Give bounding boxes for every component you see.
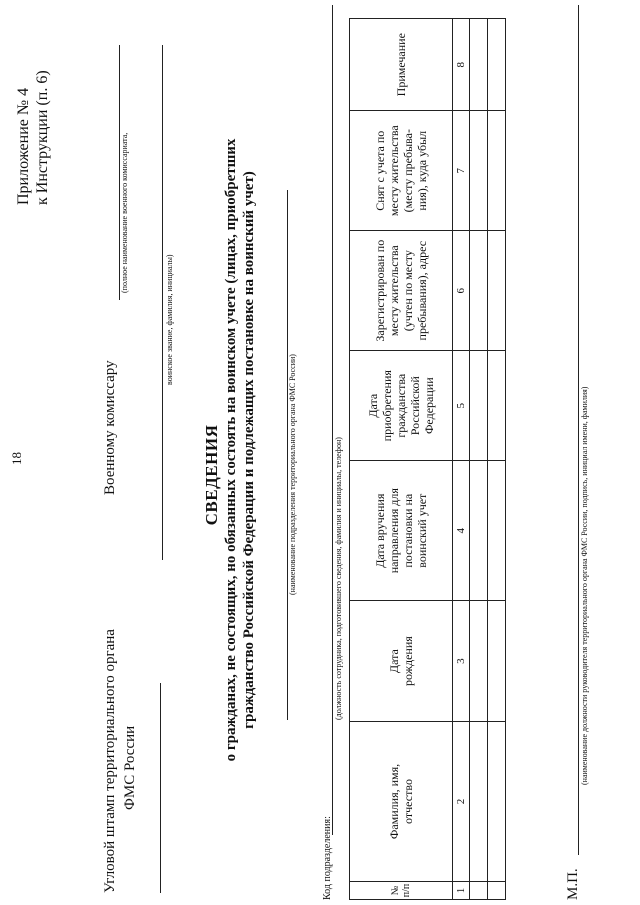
column-number: 2 xyxy=(453,722,470,882)
stamp-label-line-1: Угловой штамп территориального органа xyxy=(102,629,118,893)
header-cell: Дата приобретения гражданства Российской Федерации xyxy=(350,351,453,461)
column-number: 3 xyxy=(453,601,470,722)
column-number: 5 xyxy=(453,351,470,461)
table-cell xyxy=(470,461,488,601)
header-cell: Снят с учета по месту жительства (месту пребыва-ния), куда убыл xyxy=(350,111,453,231)
author-hint: (должность сотрудника, подготовившего сведения, фамилия и инициалы, телефон) xyxy=(334,437,343,720)
page-number: 18 xyxy=(9,452,24,465)
rank-hint: воинское звание, фамилия, инициалы) xyxy=(165,254,174,385)
table-cell xyxy=(488,351,506,461)
document-subtitle xyxy=(222,35,258,865)
header-cell: № п/п xyxy=(350,882,453,900)
table-cell xyxy=(470,351,488,461)
table-cell xyxy=(488,461,506,601)
code-label: Код подразделения: xyxy=(322,816,333,900)
author-fill-line xyxy=(332,5,333,835)
header-cell: Дата вручения направления для постановки на воинский учет xyxy=(350,461,453,601)
appendix-reference xyxy=(14,5,52,205)
rank-fill-line xyxy=(162,45,163,560)
table-cell xyxy=(470,19,488,111)
stamp-label-line-2: ФМС России xyxy=(122,725,138,810)
column-number: 4 xyxy=(453,461,470,601)
table-cell xyxy=(488,601,506,722)
appendix-line-2: к Инструкции (п. 6) xyxy=(34,70,51,205)
appendix-line-1: Приложение № 4 xyxy=(15,87,32,205)
header-cell: Зарегистрирован по месту жительства (учтен по месту пребывания), адрес xyxy=(350,231,453,351)
table-cell xyxy=(488,231,506,351)
table-cell xyxy=(470,231,488,351)
table-row xyxy=(488,19,506,900)
table-cell xyxy=(488,882,506,900)
column-number: 8 xyxy=(453,19,470,111)
subtitle-line-2: гражданство Российской Федерации и подлежащих постановке на воинский учет) xyxy=(241,171,257,729)
header-cell: Примечание xyxy=(350,19,453,111)
table-cell xyxy=(470,111,488,231)
subtitle-line-1: о гражданах, не состоящих, но обязанных состоять на воинском учете (лицах, приобретших xyxy=(223,138,239,762)
column-number: 7 xyxy=(453,111,470,231)
table-cell xyxy=(470,722,488,882)
table-cell xyxy=(488,722,506,882)
table-header-row xyxy=(350,19,453,900)
stamp-divider xyxy=(160,683,161,893)
column-number: 6 xyxy=(453,231,470,351)
column-number: 1 xyxy=(453,882,470,900)
table-row xyxy=(470,19,488,900)
citizens-table xyxy=(349,18,506,900)
signature-fill-line xyxy=(578,5,579,855)
table-cell xyxy=(488,19,506,111)
header-cell: Дата рождения xyxy=(350,601,453,722)
seal-placeholder: М.П. xyxy=(565,868,581,900)
table-cell xyxy=(470,882,488,900)
signature-hint: (наименование должности руководителя территориального органа ФМС России, подпись, инициал имени, фамилия) xyxy=(580,386,589,785)
recipient-label: Военному комиссару xyxy=(102,360,118,495)
department-hint: (наименование подразделения территориального органа ФМС России) xyxy=(288,354,297,595)
recipient-hint: (полное наименование военного комиссариата, xyxy=(120,132,129,293)
table-number-row xyxy=(453,19,470,900)
header-cell: Фамилия, имя, отчество xyxy=(350,722,453,882)
table-cell xyxy=(470,601,488,722)
document-title: СВЕДЕНИЯ xyxy=(202,424,221,526)
table-cell xyxy=(488,111,506,231)
